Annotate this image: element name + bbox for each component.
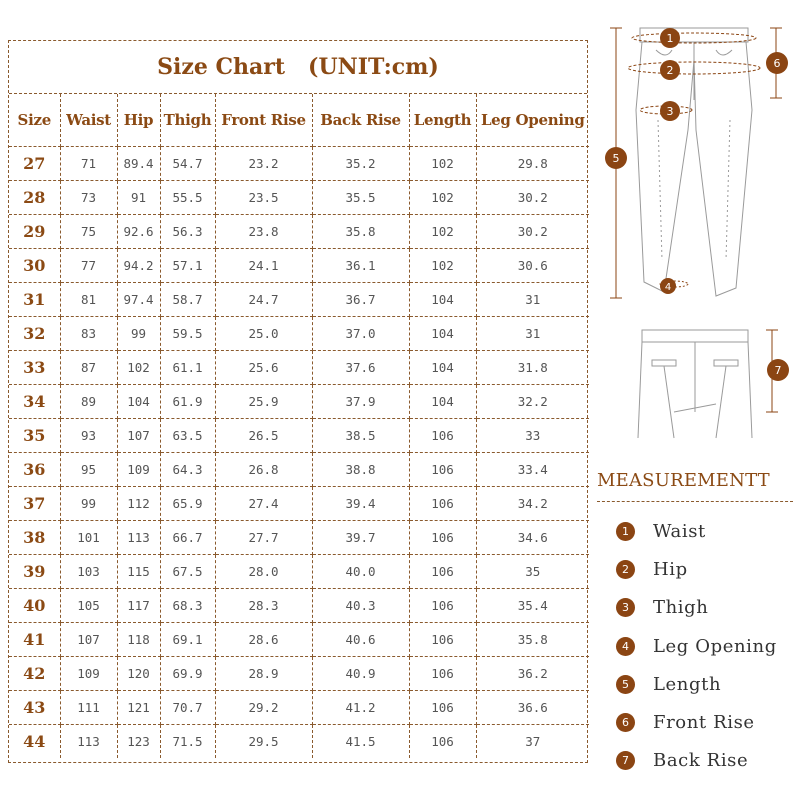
cell-hip: 121 — [117, 690, 160, 724]
cell-waist: 89 — [60, 384, 117, 418]
legend-label: Back Rise — [653, 750, 749, 772]
cell-front-rise: 28.0 — [215, 554, 312, 588]
cell-waist: 87 — [60, 350, 117, 384]
marker-6 — [766, 52, 788, 74]
cell-length: 106 — [409, 690, 476, 724]
cell-back-rise: 37.0 — [312, 316, 409, 350]
cell-size: 31 — [9, 282, 60, 316]
cell-length: 104 — [409, 350, 476, 384]
cell-thigh: 55.5 — [160, 180, 215, 214]
cell-front-rise: 23.2 — [215, 146, 312, 180]
cell-back-rise: 40.6 — [312, 622, 409, 656]
cell-hip: 123 — [117, 724, 160, 758]
table-row — [9, 690, 589, 724]
cell-hip: 91 — [117, 180, 160, 214]
cell-waist: 99 — [60, 486, 117, 520]
cell-leg-opening: 30.6 — [476, 248, 589, 282]
table-row — [9, 452, 589, 486]
cell-size: 33 — [9, 350, 60, 384]
marker-7 — [767, 359, 789, 381]
header-back-rise: Back Rise — [312, 94, 409, 146]
cell-size: 34 — [9, 384, 60, 418]
table-row — [9, 180, 589, 214]
table-row — [9, 724, 589, 758]
cell-size: 41 — [9, 622, 60, 656]
header-hip: Hip — [117, 94, 160, 146]
cell-length: 102 — [409, 248, 476, 282]
cell-hip: 107 — [117, 418, 160, 452]
legend-label: Front Rise — [653, 712, 755, 734]
cell-front-rise: 29.5 — [215, 724, 312, 758]
cell-leg-opening: 35 — [476, 554, 589, 588]
marker-4 — [660, 278, 676, 294]
table-row — [9, 520, 589, 554]
cell-length: 106 — [409, 724, 476, 758]
cell-front-rise: 27.4 — [215, 486, 312, 520]
cell-length: 106 — [409, 486, 476, 520]
header-size: Size — [9, 94, 60, 146]
cell-leg-opening: 37 — [476, 724, 589, 758]
cell-waist: 95 — [60, 452, 117, 486]
cell-front-rise: 25.0 — [215, 316, 312, 350]
cell-back-rise: 35.2 — [312, 146, 409, 180]
cell-size: 39 — [9, 554, 60, 588]
cell-thigh: 56.3 — [160, 214, 215, 248]
cell-thigh: 66.7 — [160, 520, 215, 554]
cell-leg-opening: 35.8 — [476, 622, 589, 656]
cell-size: 43 — [9, 690, 60, 724]
cell-length: 102 — [409, 146, 476, 180]
cell-size: 42 — [9, 656, 60, 690]
cell-waist: 109 — [60, 656, 117, 690]
cell-thigh: 58.7 — [160, 282, 215, 316]
cell-leg-opening: 33.4 — [476, 452, 589, 486]
cell-waist: 105 — [60, 588, 117, 622]
legend-divider — [597, 501, 793, 502]
cell-waist: 107 — [60, 622, 117, 656]
cell-hip: 112 — [117, 486, 160, 520]
legend-number-badge: 7 — [616, 751, 635, 770]
cell-thigh: 61.1 — [160, 350, 215, 384]
cell-front-rise: 28.9 — [215, 656, 312, 690]
cell-back-rise: 40.0 — [312, 554, 409, 588]
legend-item-waist — [616, 512, 796, 550]
cell-back-rise: 37.6 — [312, 350, 409, 384]
cell-back-rise: 36.1 — [312, 248, 409, 282]
svg-text:3: 3 — [666, 105, 674, 118]
cell-front-rise: 23.8 — [215, 214, 312, 248]
table-row — [9, 656, 589, 690]
cell-leg-opening: 34.6 — [476, 520, 589, 554]
cell-waist: 77 — [60, 248, 117, 282]
table-row — [9, 248, 589, 282]
cell-length: 104 — [409, 282, 476, 316]
legend-label: Hip — [653, 558, 688, 580]
marker-1 — [660, 28, 680, 48]
cell-hip: 97.4 — [117, 282, 160, 316]
cell-leg-opening: 34.2 — [476, 486, 589, 520]
cell-length: 104 — [409, 316, 476, 350]
cell-back-rise: 40.3 — [312, 588, 409, 622]
svg-text:4: 4 — [664, 282, 672, 293]
legend-title: MEASUREMENTT — [597, 470, 770, 491]
cell-front-rise: 24.7 — [215, 282, 312, 316]
table-row — [9, 214, 589, 248]
cell-waist: 75 — [60, 214, 117, 248]
cell-thigh: 54.7 — [160, 146, 215, 180]
cell-thigh: 69.1 — [160, 622, 215, 656]
legend-number-badge: 6 — [616, 713, 635, 732]
cell-front-rise: 25.9 — [215, 384, 312, 418]
cell-thigh: 59.5 — [160, 316, 215, 350]
cell-hip: 120 — [117, 656, 160, 690]
cell-front-rise: 26.5 — [215, 418, 312, 452]
cell-waist: 71 — [60, 146, 117, 180]
table-row — [9, 418, 589, 452]
cell-back-rise: 38.5 — [312, 418, 409, 452]
cell-length: 106 — [409, 622, 476, 656]
cell-hip: 99 — [117, 316, 160, 350]
table-row — [9, 350, 589, 384]
table-row — [9, 146, 589, 180]
cell-hip: 115 — [117, 554, 160, 588]
table-row — [9, 554, 589, 588]
cell-front-rise: 25.6 — [215, 350, 312, 384]
cell-length: 106 — [409, 520, 476, 554]
cell-size: 38 — [9, 520, 60, 554]
header-row — [9, 94, 589, 146]
legend-label: Thigh — [653, 597, 709, 619]
table-row — [9, 316, 589, 350]
cell-leg-opening: 31 — [476, 282, 589, 316]
cell-hip: 92.6 — [117, 214, 160, 248]
cell-leg-opening: 29.8 — [476, 146, 589, 180]
cell-length: 106 — [409, 588, 476, 622]
cell-length: 106 — [409, 554, 476, 588]
cell-front-rise: 26.8 — [215, 452, 312, 486]
cell-thigh: 63.5 — [160, 418, 215, 452]
table-row — [9, 384, 589, 418]
cell-size: 37 — [9, 486, 60, 520]
cell-size: 36 — [9, 452, 60, 486]
cell-size: 28 — [9, 180, 60, 214]
cell-leg-opening: 36.6 — [476, 690, 589, 724]
cell-length: 102 — [409, 180, 476, 214]
legend-label: Length — [653, 673, 722, 695]
header-leg-opening: Leg Opening — [476, 94, 589, 146]
cell-size: 27 — [9, 146, 60, 180]
cell-thigh: 71.5 — [160, 724, 215, 758]
svg-text:5: 5 — [612, 152, 620, 165]
svg-text:6: 6 — [773, 57, 781, 70]
cell-thigh: 70.7 — [160, 690, 215, 724]
chart-title: Size Chart (UNIT:cm) — [9, 41, 587, 94]
cell-size: 35 — [9, 418, 60, 452]
cell-front-rise: 27.7 — [215, 520, 312, 554]
cell-leg-opening: 31.8 — [476, 350, 589, 384]
cell-waist: 113 — [60, 724, 117, 758]
cell-front-rise: 24.1 — [215, 248, 312, 282]
cell-size: 29 — [9, 214, 60, 248]
cell-leg-opening: 36.2 — [476, 656, 589, 690]
legend-number-badge: 2 — [616, 560, 635, 579]
cell-thigh: 68.3 — [160, 588, 215, 622]
cell-front-rise: 28.6 — [215, 622, 312, 656]
legend-item-hip — [616, 550, 796, 588]
marker-3 — [660, 101, 680, 121]
svg-text:7: 7 — [774, 364, 782, 377]
legend-label: Waist — [653, 520, 706, 542]
cell-hip: 109 — [117, 452, 160, 486]
cell-back-rise: 37.9 — [312, 384, 409, 418]
cell-back-rise: 41.2 — [312, 690, 409, 724]
cell-thigh: 67.5 — [160, 554, 215, 588]
legend-number-badge: 1 — [616, 522, 635, 541]
cell-hip: 117 — [117, 588, 160, 622]
header-waist: Waist — [60, 94, 117, 146]
table-row — [9, 282, 589, 316]
cell-back-rise: 35.8 — [312, 214, 409, 248]
cell-waist: 103 — [60, 554, 117, 588]
cell-leg-opening: 33 — [476, 418, 589, 452]
table-row — [9, 588, 589, 622]
legend-item-leg-opening — [616, 627, 796, 665]
cell-back-rise: 41.5 — [312, 724, 409, 758]
cell-length: 106 — [409, 418, 476, 452]
size-table — [9, 94, 589, 758]
header-length: Length — [409, 94, 476, 146]
cell-back-rise: 39.7 — [312, 520, 409, 554]
legend-label: Leg Opening — [653, 635, 777, 657]
table-row — [9, 486, 589, 520]
cell-length: 102 — [409, 214, 476, 248]
pants-diagram — [596, 20, 800, 450]
cell-back-rise: 35.5 — [312, 180, 409, 214]
cell-waist: 73 — [60, 180, 117, 214]
cell-waist: 111 — [60, 690, 117, 724]
cell-waist: 101 — [60, 520, 117, 554]
table-row — [9, 622, 589, 656]
cell-length: 106 — [409, 452, 476, 486]
cell-front-rise: 23.5 — [215, 180, 312, 214]
cell-hip: 102 — [117, 350, 160, 384]
cell-length: 104 — [409, 384, 476, 418]
legend-item-length — [616, 665, 796, 703]
size-chart — [8, 40, 588, 763]
cell-length: 106 — [409, 656, 476, 690]
svg-text:1: 1 — [666, 32, 674, 45]
cell-leg-opening: 31 — [476, 316, 589, 350]
legend-item-back-rise — [616, 742, 796, 780]
cell-leg-opening: 35.4 — [476, 588, 589, 622]
svg-text:2: 2 — [666, 64, 674, 77]
legend-number-badge: 4 — [616, 637, 635, 656]
legend-item-front-rise — [616, 703, 796, 741]
cell-thigh: 61.9 — [160, 384, 215, 418]
cell-size: 32 — [9, 316, 60, 350]
cell-size: 40 — [9, 588, 60, 622]
cell-leg-opening: 30.2 — [476, 180, 589, 214]
cell-waist: 93 — [60, 418, 117, 452]
cell-back-rise: 38.8 — [312, 452, 409, 486]
measurement-legend — [616, 512, 796, 780]
cell-front-rise: 28.3 — [215, 588, 312, 622]
legend-number-badge: 3 — [616, 598, 635, 617]
cell-size: 44 — [9, 724, 60, 758]
cell-thigh: 65.9 — [160, 486, 215, 520]
cell-leg-opening: 30.2 — [476, 214, 589, 248]
cell-hip: 104 — [117, 384, 160, 418]
cell-back-rise: 40.9 — [312, 656, 409, 690]
cell-leg-opening: 32.2 — [476, 384, 589, 418]
cell-back-rise: 39.4 — [312, 486, 409, 520]
legend-number-badge: 5 — [616, 675, 635, 694]
marker-5 — [605, 147, 627, 169]
marker-2 — [660, 60, 680, 80]
legend-item-thigh — [616, 589, 796, 627]
cell-back-rise: 36.7 — [312, 282, 409, 316]
header-front-rise: Front Rise — [215, 94, 312, 146]
table-body — [9, 146, 589, 758]
cell-thigh: 69.9 — [160, 656, 215, 690]
cell-waist: 83 — [60, 316, 117, 350]
cell-hip: 113 — [117, 520, 160, 554]
cell-thigh: 64.3 — [160, 452, 215, 486]
cell-front-rise: 29.2 — [215, 690, 312, 724]
header-thigh: Thigh — [160, 94, 215, 146]
cell-hip: 89.4 — [117, 146, 160, 180]
cell-waist: 81 — [60, 282, 117, 316]
cell-hip: 118 — [117, 622, 160, 656]
pants-sketch — [596, 20, 800, 450]
cell-hip: 94.2 — [117, 248, 160, 282]
cell-thigh: 57.1 — [160, 248, 215, 282]
cell-size: 30 — [9, 248, 60, 282]
